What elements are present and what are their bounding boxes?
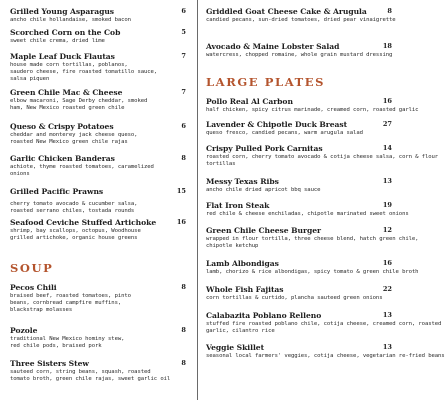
column-divider bbox=[197, 0, 198, 400]
item-description: cheddar and monterey jack cheese queso, roasted New Mexico green chile rajas bbox=[10, 132, 138, 146]
item-price: 6 bbox=[181, 7, 186, 15]
item-description: watercress, chopped romaine, whole grain mustard dressing bbox=[206, 52, 393, 58]
item-price: 14 bbox=[382, 144, 392, 152]
item-name: Pollo Real Al Carbon bbox=[206, 97, 293, 106]
item-name: Griddled Goat Cheese Cake & Arugula bbox=[206, 7, 367, 16]
item-description: sauteed corn, string beans, squash, roasted tomato broth, green chile rajas, sweet garlic oil bbox=[10, 369, 171, 383]
item-price: 27 bbox=[382, 120, 392, 128]
item-price: 18 bbox=[382, 42, 392, 50]
item-name: Veggie Skillet bbox=[206, 343, 265, 352]
item-name: Grilled Pacific Prawns bbox=[10, 187, 104, 196]
item-price: 12 bbox=[382, 226, 392, 234]
item-price: 8 bbox=[387, 7, 392, 15]
item-price: 7 bbox=[181, 52, 186, 60]
item-description: cherry tomato avocado & cucumber salsa, roasted serrano chiles, tostada rounds bbox=[10, 201, 138, 215]
item-name: Grilled Young Asparagus bbox=[10, 7, 115, 16]
item-price: 5 bbox=[181, 28, 186, 36]
item-name: Pozole bbox=[10, 326, 38, 335]
item-description: ancho chile dried apricot bbq sauce bbox=[206, 187, 321, 193]
item-description: ancho chile hollandaise, smoked bacon bbox=[10, 17, 131, 23]
item-description: shrimp, bay scallops, octopus, Woodhouse grilled artichoke, organic house greens bbox=[10, 228, 141, 242]
item-description: corn tortillas & curtido, plancha sauteed green onions bbox=[206, 295, 383, 301]
item-description: red chile & cheese enchiladas, chipotle marinated sweet onions bbox=[206, 211, 409, 217]
item-price: 16 bbox=[176, 218, 186, 226]
item-price: 8 bbox=[181, 359, 186, 367]
item-price: 6 bbox=[181, 122, 186, 130]
item-name: Maple Leaf Duck Flautas bbox=[10, 52, 115, 61]
section-title-large-plates: LARGE PLATES bbox=[206, 75, 326, 89]
item-price: 8 bbox=[181, 154, 186, 162]
item-description: traditional New Mexico hominy stew, red chile pods, braised pork bbox=[10, 336, 125, 350]
item-name: Whole Fish Fajitas bbox=[206, 285, 284, 294]
item-price: 13 bbox=[382, 177, 392, 185]
item-description: candied pecans, sun-dried tomatoes, dried pear vinaigrette bbox=[206, 17, 396, 23]
section-title-soup: SOUP bbox=[10, 261, 54, 275]
item-name: Garlic Chicken Banderas bbox=[10, 154, 115, 163]
item-description: half chicken, spicy citrus marinade, creamed corn, roasted garlic bbox=[206, 107, 419, 113]
item-description: seasonal local farmers' veggies, cotija cheese, vegetarian re-fried beans bbox=[206, 353, 445, 359]
item-price: 15 bbox=[176, 187, 186, 195]
item-name: Messy Texas Ribs bbox=[206, 177, 279, 186]
item-description: lamb, chorizo & rice albondigas, spicy tomato & green chile broth bbox=[206, 269, 419, 275]
item-description: sweet chile crema, dried lime bbox=[10, 38, 105, 44]
item-description: roasted corn, cherry tomato avocado & cotija cheese salsa, corn & flour tortillas bbox=[206, 154, 439, 168]
item-description: queso fresco, candied pecans, warm arugula salad bbox=[206, 130, 363, 136]
item-name: Pecos Chili bbox=[10, 283, 57, 292]
item-price: 13 bbox=[382, 311, 392, 319]
item-description: stuffed fire roasted poblano chile, cotija cheese, creamed corn, roasted garlic, cilantro rice bbox=[206, 321, 442, 335]
item-name: Queso & Crispy Potatoes bbox=[10, 122, 114, 131]
item-price: 22 bbox=[382, 285, 392, 293]
item-name: Calabazita Poblano Relleno bbox=[206, 311, 322, 320]
item-price: 8 bbox=[181, 283, 186, 291]
item-description: achiote, thyme roasted tomatoes, caramelized onions bbox=[10, 164, 154, 178]
item-name: Lavender & Chipotle Duck Breast bbox=[206, 120, 348, 129]
item-description: braised beef, roasted tomatoes, pinto beans, cornbread campfire muffins, blackstrap molasses bbox=[10, 293, 131, 314]
item-price: 19 bbox=[382, 201, 392, 209]
item-name: Avocado & Maine Lobster Salad bbox=[206, 42, 340, 51]
item-name: Green Chile Mac & Cheese bbox=[10, 88, 123, 97]
item-name: Green Chile Cheese Burger bbox=[206, 226, 321, 235]
item-name: Seafood Ceviche Stuffed Artichoke bbox=[10, 218, 157, 227]
item-name: Lamb Albondigas bbox=[206, 259, 279, 268]
item-description: elbow macaroni, Sage Derby cheddar, smoked ham, New Mexico roasted green chile bbox=[10, 98, 148, 112]
item-description: wrapped in flour tortilla, three cheese blend, hatch green chile, chipotle ketchup bbox=[206, 236, 419, 250]
item-price: 16 bbox=[382, 97, 392, 105]
item-price: 7 bbox=[181, 88, 186, 96]
item-name: Scorched Corn on the Cob bbox=[10, 28, 121, 37]
item-name: Crispy Pulled Pork Carnitas bbox=[206, 144, 323, 153]
item-name: Three Sisters Stew bbox=[10, 359, 89, 368]
item-price: 16 bbox=[382, 259, 392, 267]
item-description: house made corn tortillas, poblanos, saudero cheese, fire roasted tomatillo sauce, salsa piquen bbox=[10, 62, 158, 83]
item-name: Flat Iron Steak bbox=[206, 201, 270, 210]
item-price: 13 bbox=[382, 343, 392, 351]
item-price: 8 bbox=[181, 326, 186, 334]
